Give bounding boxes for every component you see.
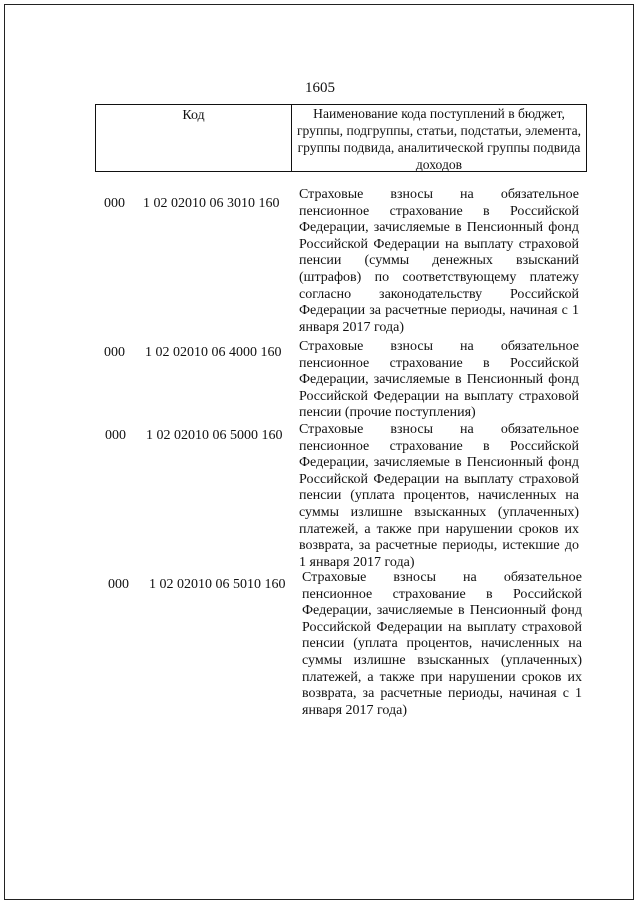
description-text: Страховые взносы на обязательное пенсионное страхование в Российской Федерации, зачисляемые в Пенсионный фонд Российской Федерации на выплату страховой пенсии (суммы денежных взысканий (штрафов) по соответствующему платежу согласно законодательству Российской Федерации за расчетные периоды, начиная с 1 января 2017 года)	[299, 187, 579, 335]
income-code: 1 02 02010 06 5010 160	[149, 577, 286, 592]
header-code-label: Код	[96, 105, 292, 171]
table-header	[95, 104, 587, 172]
header-name-label: Наименование кода поступлений в бюджет, группы, подгруппы, статьи, подстатьи, элемента, группы подвида, аналитической группы подвида доходов	[296, 106, 582, 172]
admin-code: 000	[104, 345, 125, 360]
admin-code: 000	[104, 196, 125, 211]
description-text: Страховые взносы на обязательное пенсионное страхование в Российской Федерации, зачисляемые в Пенсионный фонд Российской Федерации на выплату страховой пенсии (уплата процентов, начисленных на суммы излишне взысканных (уплаченных) платежей, а также при нарушении сроков их возврата, за расчетные периоды, истекшие до 1 января 2017 года)	[299, 422, 579, 570]
income-description	[299, 422, 579, 571]
income-description	[299, 339, 579, 422]
income-code: 1 02 02010 06 4000 160	[145, 345, 282, 360]
description-text: Страховые взносы на обязательное пенсионное страхование в Российской Федерации, зачисляемые в Пенсионный фонд Российской Федерации на выплату страховой пенсии (прочие поступления)	[299, 339, 579, 421]
income-description	[302, 570, 582, 719]
income-code: 1 02 02010 06 5000 160	[146, 428, 283, 443]
income-code: 1 02 02010 06 3010 160	[143, 196, 280, 211]
description-text: Страховые взносы на обязательное пенсионное страхование в Российской Федерации, зачисляемые в Пенсионный фонд Российской Федерации на выплату страховой пенсии (уплата процентов, начисленных на суммы излишне взысканных (уплаченных) платежей, а также при нарушении сроков их возврата, за расчетные периоды, начиная с 1 января 2017 года)	[302, 570, 582, 718]
income-description	[299, 187, 579, 336]
admin-code: 000	[105, 428, 126, 443]
page-number: 1605	[305, 80, 335, 96]
admin-code: 000	[108, 577, 129, 592]
